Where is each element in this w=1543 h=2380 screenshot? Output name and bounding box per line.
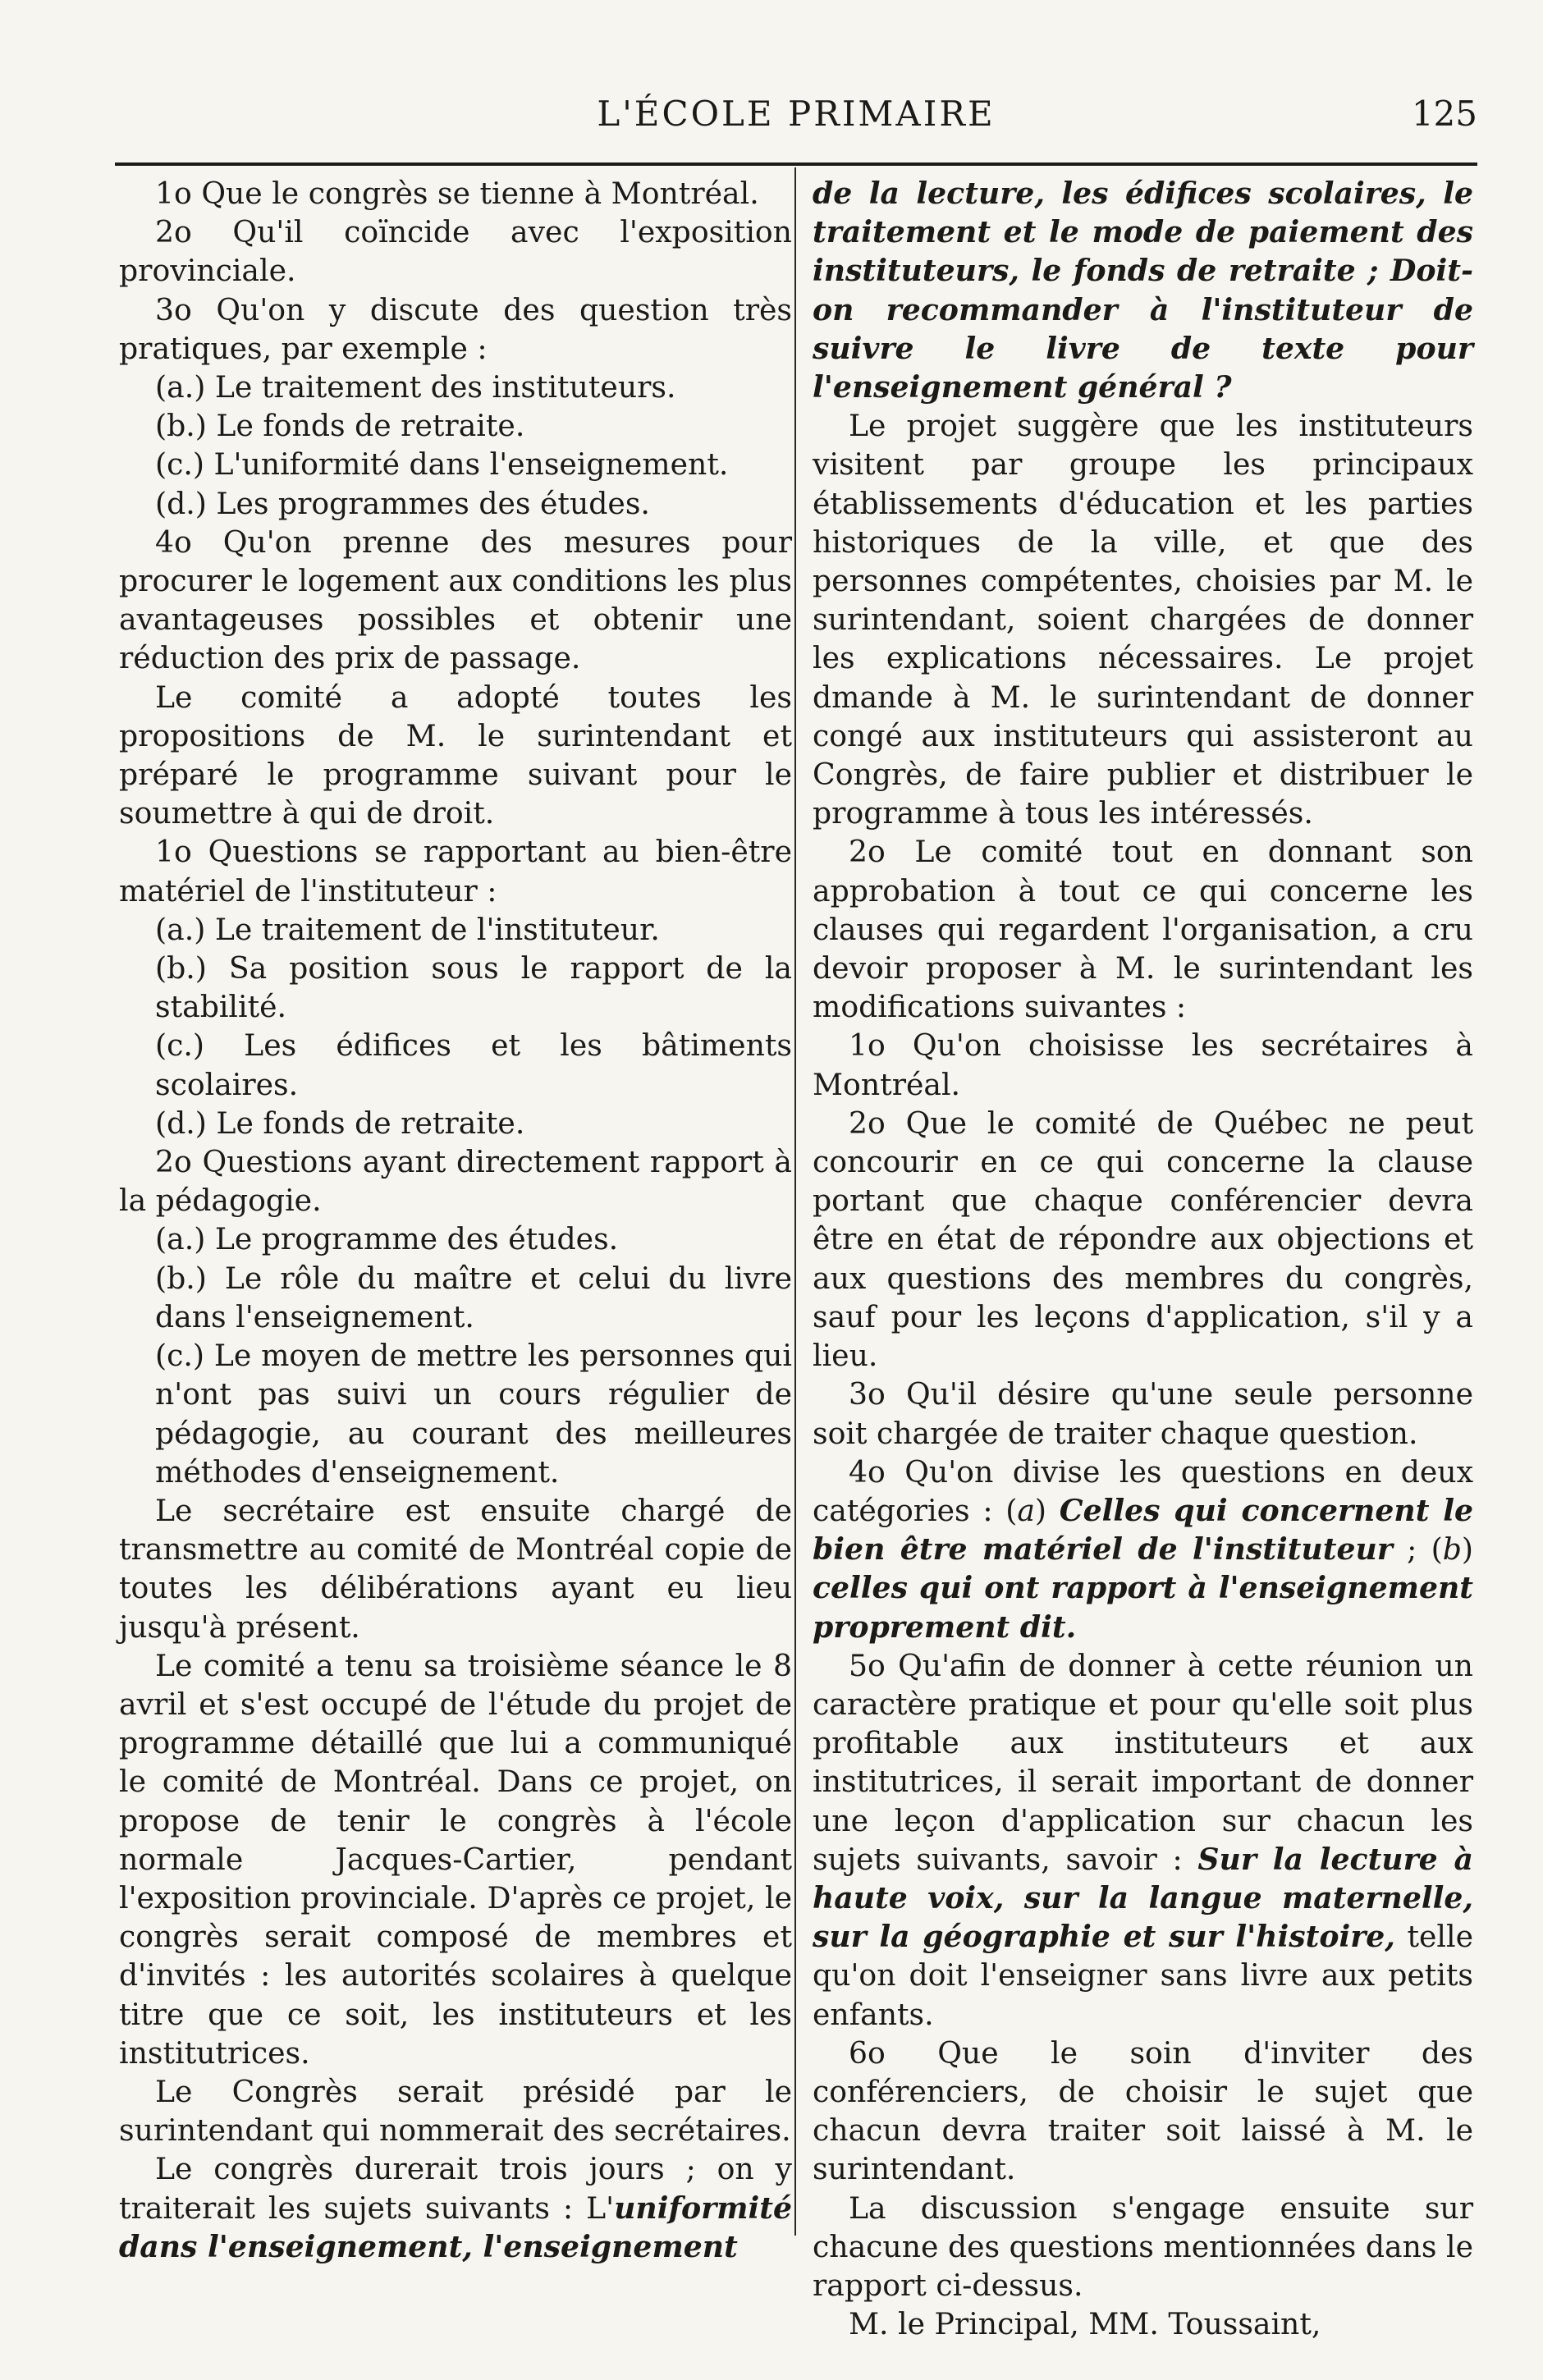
right-column	[813, 174, 1473, 2343]
paragraph: La discussion s'engage ensuite sur chacune des questions mentionnées dans le rapport ci-dessus.	[813, 2190, 1473, 2303]
paragraph	[813, 174, 1473, 406]
list-item: (d.) Le fonds de retraite.	[155, 1105, 525, 1141]
list-item: (b.) Le rôle du maître et celui du livre dans l'enseignement.	[155, 1260, 792, 1334]
paragraph: 2o Le comité tout en donnant son approbation à tout ce qui concerne les clauses qui regardent l'organisation, a cru devoir proposer à M. le surintendant les modifications suivantes :	[813, 834, 1473, 1025]
paragraph: 4o Qu'on prenne des mesures pour procurer le logement aux conditions les plus avantageuses possibles et obtenir une réduction des prix de passage.	[119, 524, 792, 676]
list-item: (c.) Le moyen de mettre les personnes qui n'ont pas suivi un cours régulier de pédagogie, au courant des meilleures méthodes d'enseignement.	[155, 1338, 792, 1490]
list-item: (c.) Les édifices et les bâtiments scolaires.	[155, 1028, 792, 1102]
header-rule	[115, 162, 1477, 166]
running-title: L'ÉCOLE PRIMAIRE	[597, 94, 996, 134]
column-divider	[794, 167, 796, 2236]
paragraph: 2o Qu'il coïncide avec l'exposition provinciale.	[119, 214, 792, 289]
text-run: )	[1461, 1531, 1473, 1568]
left-column	[119, 174, 792, 2266]
italic-run: b	[1442, 1531, 1462, 1568]
italic-run: Celles qui concernent le bien être matériel de l'instituteur	[813, 1492, 1473, 1568]
paragraph: Le secrétaire est ensuite chargé de transmettre au comité de Montréal copie de toutes les délibérations ayant eu lieu jusqu'à présent.	[119, 1492, 792, 1645]
paragraph: M. le Principal, MM. Toussaint,	[849, 2306, 1321, 2342]
italic-run: uniformité dans l'enseignement, l'enseignement	[119, 2190, 792, 2264]
list-item: (b.) Sa position sous le rapport de la stabilité.	[155, 950, 792, 1025]
paragraph: 1o Que le congrès se tienne à Montréal.	[155, 176, 759, 211]
paragraph: Le Congrès serait présidé par le surintendant qui nommerait des secrétaires.	[119, 2073, 792, 2149]
italic-run: de la lecture, les édifices scolaires, le traitement et le mode de paiement des instituteurs, le fonds de retraite ; Doit-on recommander à l'instituteur de suivre le livre de texte pour l'enseignement général ?	[813, 176, 1473, 405]
list-item: (b.) Le fonds de retraite.	[155, 408, 525, 444]
paragraph: 2o Que le comité de Québec ne peut concourir en ce qui concerne la clause portant que chaque conférencier devra être en état de répondre aux objections et aux questions des membres du congrès, sauf pour les leçons d'application, s'il y a lieu.	[813, 1105, 1473, 1374]
text-run: 4o Qu'on divise les questions en deux catégories : (	[813, 1453, 1473, 1528]
list-item: (a.) Le traitement des instituteurs.	[155, 369, 676, 405]
italic-run: a	[1017, 1492, 1035, 1528]
italic-run: Sur la lecture à haute voix, sur la langue maternelle, sur la géographie et sur l'histoire,	[813, 1841, 1473, 1955]
list-item: (c.) L'uniformité dans l'enseignement.	[155, 446, 729, 483]
running-header	[115, 89, 1477, 146]
paragraph: 1o Questions se rapportant au bien-être matériel de l'instituteur :	[119, 834, 792, 909]
paragraph: 1o Qu'on choisisse les secrétaires à Montréal.	[813, 1028, 1473, 1102]
list-item: (d.) Les programmes des études.	[155, 485, 650, 521]
text-run: telle qu'on doit l'enseigner sans livre aux petits enfants.	[813, 1919, 1473, 2032]
paragraph	[813, 1453, 1473, 1646]
paragraph: Le comité a adopté toutes les propositions de M. le surintendant et préparé le programme suivant pour le soumettre à qui de droit.	[119, 679, 792, 831]
list-item: (a.) Le traitement de l'instituteur.	[155, 911, 660, 947]
paragraph: 3o Qu'on y discute des question très pratiques, par exemple :	[119, 291, 792, 366]
paragraph: Le projet suggère que les instituteurs visitent par groupe les principaux établissements d'éducation et les parties historiques de la ville, et que des personnes compétentes, choisies par M. le surintendant, soient chargées de donner les explications nécessaires. Le projet dmande à M. le surintendant de donner congé aux instituteurs qui assisteront au Congrès, de faire publier et distribuer le programme à tous les intéressés.	[813, 408, 1473, 831]
page-number: 125	[1411, 94, 1477, 134]
paragraph	[119, 2149, 792, 2266]
paragraph: Le comité a tenu sa troisième séance le 8 avril et s'est occupé de l'étude du projet de programme détaillé que lui a communiqué le comité de Montréal. Dans ce projet, on propose de tenir le congrès à l'école normale Jacques-Cartier, pendant l'exposition provinciale. D'après ce projet, le congrès serait composé de membres et d'invités : les autorités scolaires à quelque titre que ce soit, les instituteurs et les institutrices.	[119, 1647, 792, 2071]
paragraph: 2o Questions ayant directement rapport à la pédagogie.	[119, 1144, 792, 1219]
text-run: )	[1034, 1492, 1060, 1528]
list-item: (a.) Le programme des études.	[155, 1221, 619, 1257]
paragraph	[813, 1646, 1473, 2034]
paragraph: 6o Que le soin d'inviter des conférenciers, de choisir le sujet que chacun devra traiter soit laissé à M. le surintendant.	[813, 2034, 1473, 2187]
text-run: ; (	[1392, 1531, 1443, 1568]
italic-run: celles qui ont rapport à l'enseignement proprement dit.	[813, 1570, 1473, 1645]
text-run: Le congrès durerait trois jours ; on y traiterait les sujets suivants : L'	[119, 2151, 792, 2226]
paragraph: 3o Qu'il désire qu'une seule personne soit chargée de traiter chaque question.	[813, 1376, 1473, 1451]
text-run: 5o Qu'afin de donner à cette réunion un caractère pratique et pour qu'elle soit plus profitable aux instituteurs et aux institutrices, il serait important de donner une leçon d'application sur chacun les sujets suivants, savoir :	[813, 1647, 1473, 1877]
